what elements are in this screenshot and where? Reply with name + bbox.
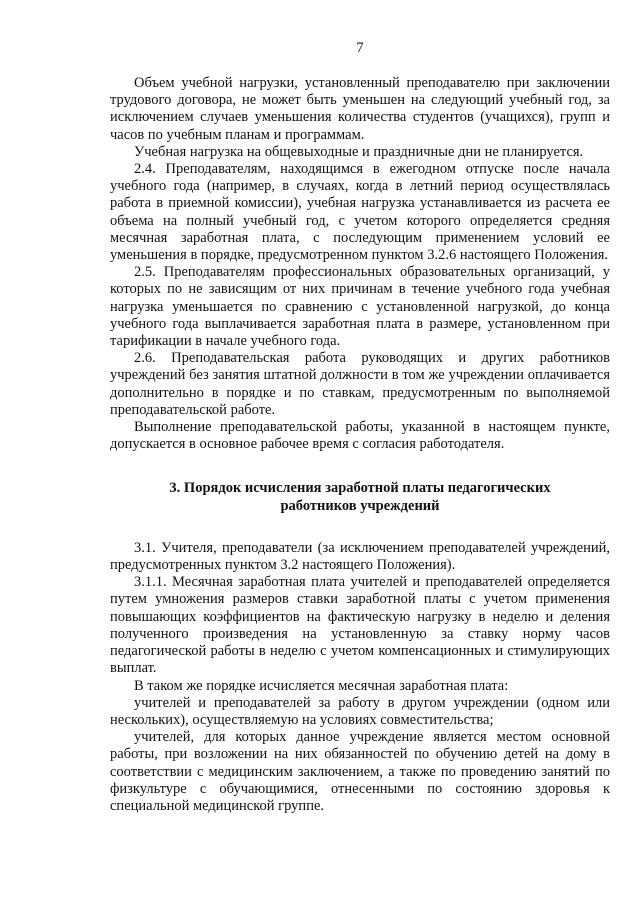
section-3-heading-line-2: работников учреждений (280, 497, 440, 514)
paragraph-3-1-1: 3.1.1. Месячная заработная плата учителей и преподавателей определяется путем умножения размеров ставки заработной платы с учетом применения повышающих коэффициентов на фактическую нагрузку в неделю и деления полученного произведения на установленную за ставку норму часов педагогической работы в неделю с учетом компенсационных и стимулирующих выплат. (110, 574, 610, 677)
paragraph-same-order: В таком же порядке исчисляется месячная заработная плата: (134, 677, 509, 694)
paragraph-holidays: Учебная нагрузка на общевыходные и праздничные дни не планируется. (134, 143, 584, 160)
document-page (110, 40, 610, 815)
section-3-heading (110, 480, 610, 514)
page-number: 7 (356, 40, 364, 56)
paragraph-workload-reduction: Объем учебной нагрузки, установленный преподавателю при заключении трудового договора, не может быть уменьшен на следующий учебный год, за исключением случаев уменьшения количества студентов (учащихся), групп и часов по учебным планам и программам. (110, 75, 610, 143)
paragraph-2-6: 2.6. Преподавательская работа руководящих и других работников учреждений без занятия штатной должности в том же учреждении оплачивается дополнительно в порядке и по ставкам, предусмотренным по выполняемой преподавательской работе. (110, 350, 610, 418)
paragraph-2-5: 2.5. Преподавателям профессиональных образовательных организаций, у которых по не зависящим от них причинам в течение учебного года учебная нагрузка уменьшается по сравнению с установленной нагрузкой, до конца учебного года выплачивается заработная плата в размере, установленном при тарификации в начале учебного года. (110, 264, 610, 350)
paragraph-combination: учителей и преподавателей за работу в другом учреждении (одном или нескольких), осуществляемую на условиях совместительства; (110, 694, 610, 728)
paragraph-home-schooling: учителей, для которых данное учреждение является местом основной работы, при возложении на них обязанностей по обучению детей на дому в соответствии с медицинским заключением, а также по проведению занятий по физкультуре с обучающимися, отнесенными по состоянию здоровья к специальной медицинской группе. (110, 729, 610, 814)
section-3-heading-line-1: 3. Порядок исчисления заработной платы педагогических (169, 480, 551, 497)
paragraph-3-1: 3.1. Учителя, преподаватели (за исключением преподавателей учреждений, предусмотренных пунктом 3.2 настоящего Положения). (110, 539, 610, 574)
paragraph-2-4: 2.4. Преподавателям, находящимся в ежегодном отпуске после начала учебного года (например, в случаях, когда в летний период осуществлялась работа в приемной комиссии), учебная нагрузка устанавливается из расчета ее объема на полный учебный год, с учетом которого определяется средняя месячная заработная плата, с последующим применением условий ее уменьшения в порядке, предусмотренном пунктом 3.2.6 настоящего Положения. (110, 161, 610, 264)
paragraph-main-work-time: Выполнение преподавательской работы, указанной в настоящем пункте, допускается в основное рабочее время с согласия работодателя. (110, 419, 610, 453)
